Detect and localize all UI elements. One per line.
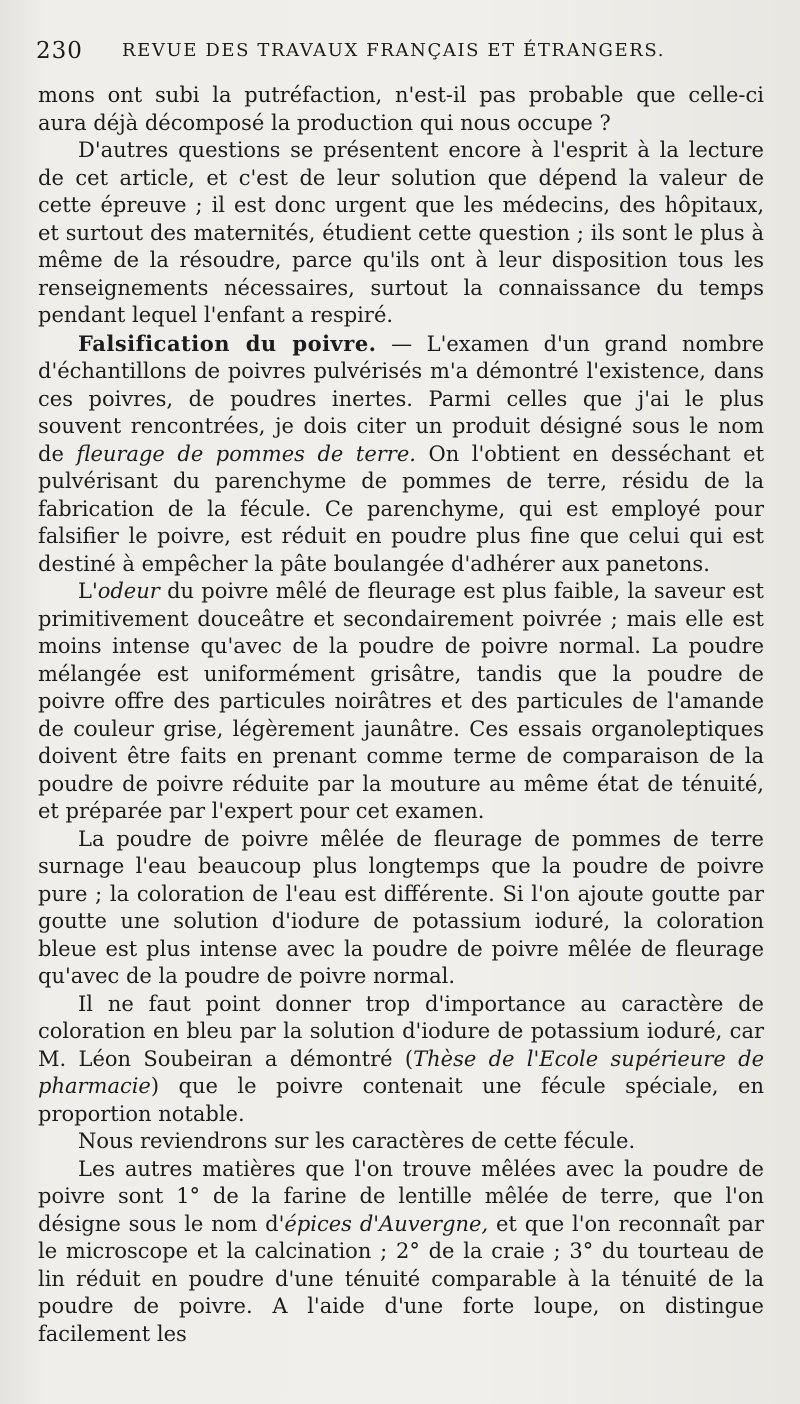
page-header (36, 38, 766, 78)
paragraph-text: — L'examen d'un grand nombre d'échantillons de poivres pulvérisés m'a démontré l'existence, dans ces poivres, de poudres inertes. Parmi celles que j'ai le plus souvent rencontrées, je dois citer un produit désigné sous le nom de (38, 331, 764, 466)
paragraph (38, 1128, 764, 1156)
paragraph-text: ) que le poivre contenait une fécule spéciale, en proportion notable. (38, 1074, 764, 1126)
running-title: REVUE DES TRAVAUX FRANÇAIS ET ÉTRANGERS. (122, 40, 666, 61)
paragraph (38, 137, 764, 330)
body-text (38, 82, 764, 1348)
paragraph (38, 82, 764, 137)
paragraph (38, 330, 764, 579)
paragraph (38, 991, 764, 1129)
paragraph-text: mons ont subi la putréfaction, n'est-il pas probable que celle-ci aura déjà décomposé la production qui nous occupe ? (38, 83, 764, 135)
paragraph (38, 578, 764, 826)
page-number: 230 (36, 38, 83, 64)
paragraph-text: Nous reviendrons sur les caractères de cette fécule. (78, 1129, 636, 1153)
paragraph-text: Il ne faut point donner trop d'importance au caractère de coloration en bleu par la solution d'iodure de potassium ioduré, car M. Léon Soubeiran a démontré ( (38, 991, 764, 1071)
paragraph (38, 826, 764, 991)
paragraph-text: La poudre de poivre mêlée de fleurage de pommes de terre surnage l'eau beaucoup plus longtemps que la poudre de poivre pure ; la coloration de l'eau est différente. Si l'on ajoute goutte par goutte une solution d'iodure de potassium ioduré, la coloration bleue est plus intense avec la poudre de poivre mêlée de fleurage qu'avec de la poudre de poivre normal. (38, 826, 764, 988)
paragraph-text: D'autres questions se présentent encore à l'esprit à la lecture de cet article, et c'est de leur solution que dépend la valeur de cette épreuve ; il est donc urgent que les médecins, des hôpitaux, et surtout des maternités, étudient cette question ; ils sont le plus à même de la résoudre, parce qu'ils ont à leur disposition tous les renseignements nécessaires, surtout la connaissance du temps pendant lequel l'enfant a respiré. (38, 138, 764, 327)
italic-term: épices d'Auvergne, (284, 1211, 489, 1236)
paragraph-text: du poivre mêlé de fleurage est plus faible, la saveur est primitivement douceâtre et secondairement poivrée ; mais elle est moins intense qu'avec de la poudre de poivre normal. La poudre mélangée est uniformément grisâtre, tandis que la poudre de poivre offre des particules noirâtres et des particules de l'amande de couleur grise, légèrement jaunâtre. Ces essais organoleptiques doivent être faits en prenant comme terme de comparaison de la poudre de poivre réduite par la mouture au même état de ténuité, et préparée par l'expert pour cet examen. (38, 579, 764, 823)
section-heading: Falsification du poivre. (78, 330, 377, 356)
paragraph-text: On l'obtient en desséchant et pulvérisant du parenchyme de pommes de terre, résidu de la fabrication de la fécule. Ce parenchyme, qui est employé pour falsifier le poivre, est réduit en poudre plus fine que celui qui est destiné à empêcher la pâte boulangée d'adhérer aux panetons. (38, 441, 765, 576)
italic-term: odeur (97, 579, 160, 603)
paragraph-text: L' (78, 579, 98, 603)
paragraph-text: Les autres matières que l'on trouve mêlées avec la poudre de poivre sont 1° de la farine de lentille mêlée de terre, que l'on désigne sous le nom d' (38, 1156, 764, 1236)
paragraph-text: et que l'on reconnaît par le microscope et la calcination ; 2° de la craie ; 3° du tourteau de lin réduit en poudre d'une ténuité comparable à la ténuité de la poudre de poivre. A l'aide d'une forte loupe, on distingue facilement les (38, 1211, 764, 1346)
italic-citation: Thèse de l'Ecole supérieure de pharmacie (38, 1046, 764, 1098)
italic-term: fleurage de pommes de terre. (76, 441, 416, 466)
paragraph (38, 1156, 764, 1349)
